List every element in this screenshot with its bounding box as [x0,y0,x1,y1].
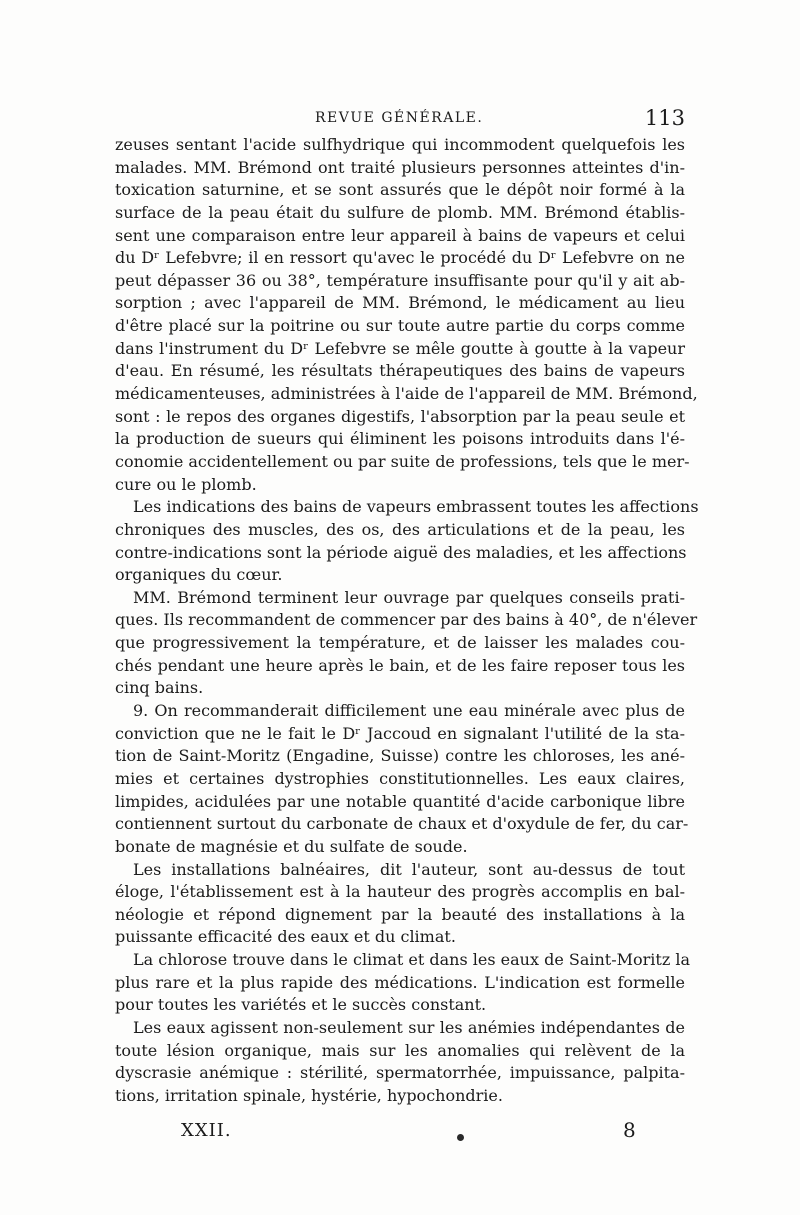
text-line: 9. On recommanderait difficilement une eau minérale avec plus de [133,701,685,721]
text-line: conomie accidentellement ou par suite de professions, tels que le mer- [115,451,690,471]
text-line: toute lésion organique, mais sur les anomalies qui relèvent de la [115,1040,685,1060]
page-number: 113 [644,106,685,130]
text-line: chés pendant une heure après le bain, et de les faire reposer tous les [115,655,685,675]
text-line: sent une comparaison entre leur appareil à bains de vapeurs et celui [115,225,685,245]
text-line: La chlorose trouve dans le climat et dans les eaux de Saint-Moritz la [133,950,691,970]
text-line: conviction que ne le fait le Dʳ Jaccoud en signalant l'utilité de la sta- [115,723,685,743]
text-line: d'être placé sur la poitrine ou sur toute autre partie du corps comme [115,316,685,336]
text-line: limpides, acidulées par une notable quantité d'acide carbonique libre [115,791,685,811]
text-line: médicamenteuses, administrées à l'aide de l'appareil de MM. Brémond, [115,384,698,404]
text-line: la production de sueurs qui éliminent les poisons introduits dans l'é- [115,429,685,449]
text-line: ques. Ils recommandent de commencer par des bains à 40°, de n'élever [115,610,698,630]
text-line: cinq bains. [115,678,204,698]
text-line: Les indications des bains de vapeurs embrassent toutes les affections [133,497,699,517]
text-line: que progressivement la température, et de laisser les malades cou- [115,633,685,653]
text-line: organiques du cœur. [115,565,283,585]
text-line: tion de Saint-Moritz (Engadine, Suisse) contre les chloroses, les ané- [115,746,685,766]
text-line: peut dépasser 36 ou 38°, température insuffisante pour qu'il y ait ab- [115,270,685,290]
text-line: du Dʳ Lefebvre; il en ressort qu'avec le procédé du Dʳ Lefebvre on ne [115,248,685,268]
printer-ornament [457,1134,464,1141]
text-line: tions, irritation spinale, hystérie, hypochondrie. [115,1085,503,1105]
gathering-number: 8 [623,1118,636,1142]
text-line: contre-indications sont la période aiguë des maladies, et les affections [115,542,687,562]
text-line: pour toutes les variétés et le succès constant. [115,995,487,1015]
body-text [115,134,699,1108]
text-line: bonate de magnésie et du sulfate de soude. [115,836,468,856]
text-line: d'eau. En résumé, les résultats thérapeutiques des bains de vapeurs [115,361,685,381]
text-line: sorption ; avec l'appareil de MM. Brémond, le médicament au lieu [115,293,685,313]
text-line: cure ou le plomb. [115,474,257,494]
text-line: contiennent surtout du carbonate de chaux et d'oxydule de fer, du car- [115,814,689,834]
text-line: plus rare et la plus rapide des médications. L'indication est formelle [115,972,685,992]
text-line: dans l'instrument du Dʳ Lefebvre se mêle goutte à goutte à la vapeur [115,338,685,358]
text-line: malades. MM. Brémond ont traité plusieurs personnes atteintes d'in- [115,157,685,177]
text-line: surface de la peau était du sulfure de plomb. MM. Brémond établis- [115,202,685,222]
text-line: puissante efficacité des eaux et du climat. [115,927,456,947]
text-line: MM. Brémond terminent leur ouvrage par quelques conseils prati- [133,587,685,607]
text-line: éloge, l'établissement est à la hauteur des progrès accomplis en bal- [115,882,685,902]
text-line: sont : le repos des organes digestifs, l'absorption par la peau seule et [115,406,685,426]
text-line: dyscrasie anémique : stérilité, spermatorrhée, impuissance, palpita- [115,1063,685,1083]
page-footer [115,1116,685,1146]
page-header [115,106,685,132]
running-head: REVUE GÉNÉRALE. [315,110,484,126]
text-line: zeuses sentant l'acide sulfhydrique qui incommodent quelquefois les [115,135,685,154]
text-line: Les eaux agissent non-seulement sur les anémies indépendantes de [133,1017,685,1037]
text-line: toxication saturnine, et se sont assurés que le dépôt noir formé à la [115,180,685,200]
text-line: Les installations balnéaires, dit l'auteur, sont au-dessus de tout [133,859,685,879]
signature-mark: XXII. [181,1120,232,1141]
text-line: chroniques des muscles, des os, des articulations et de la peau, les [115,519,685,539]
text-line: mies et certaines dystrophies constitutionnelles. Les eaux claires, [115,768,685,788]
text-line: néologie et répond dignement par la beauté des installations à la [115,904,685,924]
